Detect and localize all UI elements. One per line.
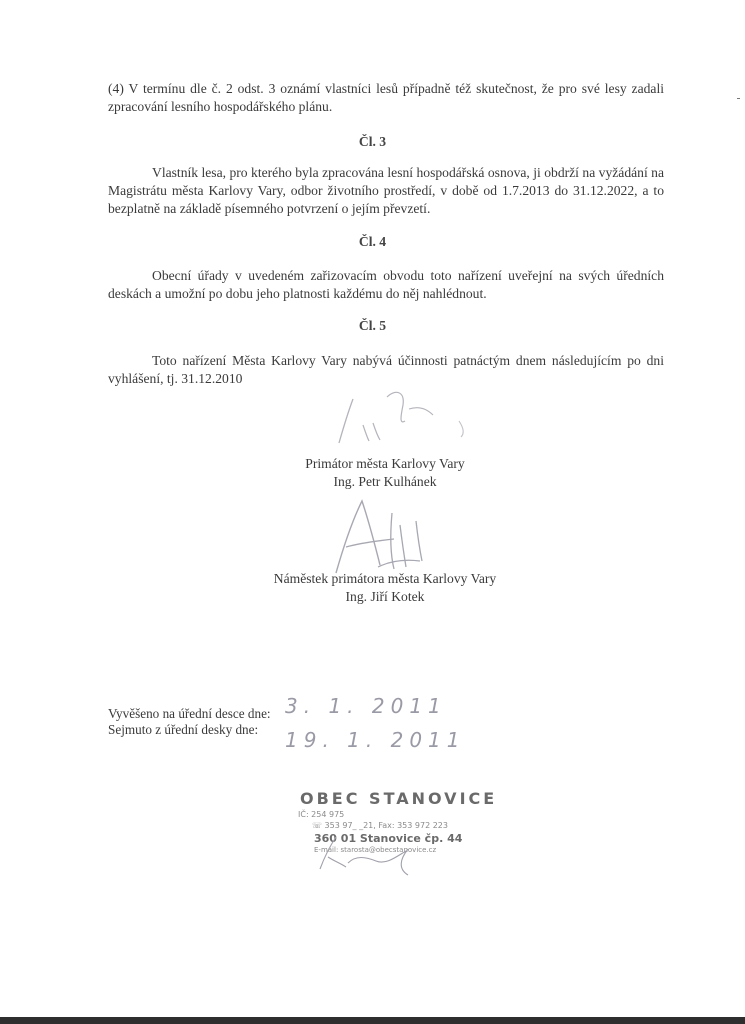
- paragraph-cl4: Obecní úřady v uvedeném zařizovacím obvodu toto nařízení uveřejní na svých úředních deskách a umožní po dobu jeho platnosti každému do něj nahlédnout.: [108, 268, 664, 301]
- municipal-stamp: [270, 783, 510, 883]
- stamp-email: E-mail: starosta@obecstanovice.cz: [314, 846, 437, 854]
- removed-date: 19. 1. 2011: [285, 728, 466, 752]
- posted-date: 3. 1. 2011: [285, 694, 447, 718]
- stamp-ico: IČ: 254 975: [298, 810, 345, 819]
- deputy-title: Náměstek primátora města Karlovy Vary: [273, 571, 497, 586]
- heading-article-4: Čl. 4: [358, 234, 387, 249]
- stamp-address: 360 01 Stanovice čp. 44: [314, 832, 463, 845]
- paragraph-cl2-4: (4) V termínu dle č. 2 odst. 3 oznámí vlastníci lesů případně též skutečnost, že pro své lesy zadali zpracování lesního hospodářského plánu.: [108, 81, 664, 114]
- mayor-name: Ing. Petr Kulhánek: [333, 474, 437, 489]
- heading-article-3: Čl. 3: [358, 134, 387, 149]
- paragraph-cl5: Toto nařízení Města Karlovy Vary nabývá účinnosti patnáctým dnem následujícím po dni vyhlášení, tj. 31.12.2010: [108, 353, 664, 386]
- deputy-name: Ing. Jiří Kotek: [345, 589, 425, 604]
- mayor-signature: [325, 385, 475, 455]
- stamp-phone: ☏ 353 97_ _21, Fax: 353 972 223: [312, 821, 448, 830]
- posted-label: Vyvěšeno na úřední desce dne:: [108, 706, 271, 721]
- removed-label: Sejmuto z úřední desky dne:: [108, 722, 259, 737]
- paragraph-cl3: Vlastník lesa, pro kterého byla zpracována lesní hospodářská osnova, ji obdrží na vyžádání na Magistrátu města Karlovy Vary, odbor životního prostředí, v době od 1.7.2013 do 31.12.2022, a to bezplatně na základě písemného potvrzení o jejím převzetí.: [108, 165, 664, 216]
- scan-artifact: [737, 98, 740, 99]
- stamp-signature: [316, 833, 426, 879]
- stamp-title: OBEC STANOVICE: [300, 789, 498, 808]
- mayor-title: Primátor města Karlovy Vary: [305, 456, 465, 471]
- scan-bottom-edge: [0, 1017, 745, 1024]
- heading-article-5: Čl. 5: [358, 318, 387, 333]
